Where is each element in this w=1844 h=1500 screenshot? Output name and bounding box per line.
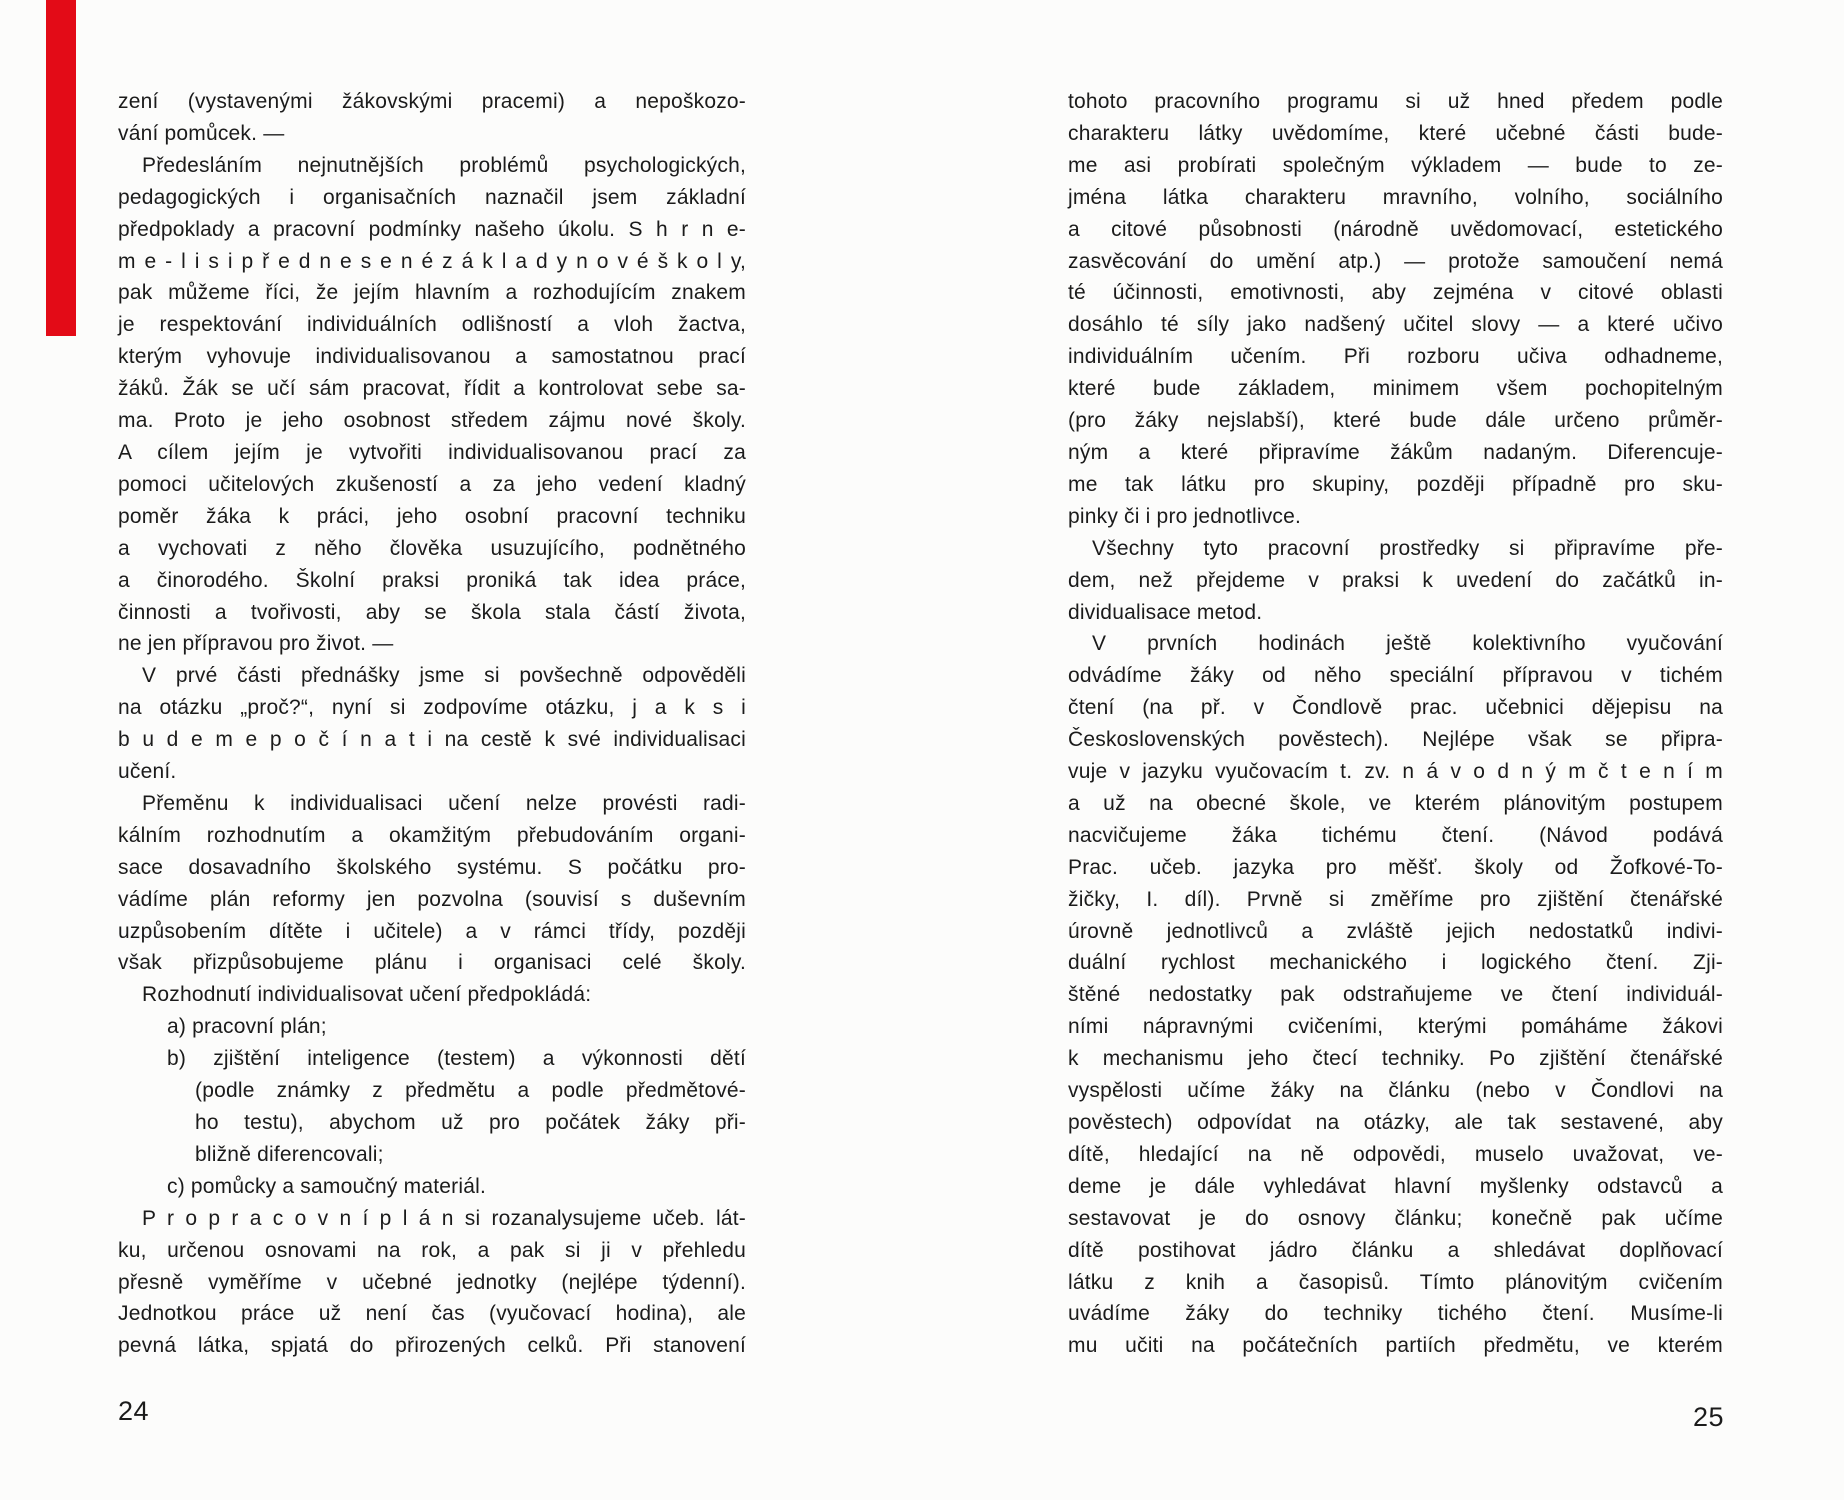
text-line: žáků. Žák se učí sám pracovat, řídit a kontrolovat sebe sa- [118, 377, 746, 401]
page-right-text-column [1068, 86, 1723, 1362]
text-line: jména látka charakteru mravního, volního, sociálního [1068, 185, 1723, 209]
text-line: vyspělosti učíme žáky na článku (nebo v Čondlovi na [1068, 1079, 1723, 1103]
text-line: pedagogických i organisačních naznačil jsem základní [118, 185, 746, 209]
page-number-right: 25 [1692, 1402, 1724, 1432]
text-line: a už na obecné škole, ve kterém plánovitým postupem [1068, 791, 1723, 815]
text-line: V prvních hodinách ještě kolektivního vyučování [1092, 632, 1723, 656]
text-line: ma. Proto je jeho osobnost středem zájmu nové školy. [118, 409, 746, 433]
text-line: ho testu), abychom už pro počátek žáky při- [195, 1111, 746, 1134]
text-line: sestavovat je do osnovy článku; konečně pak učíme [1068, 1206, 1723, 1230]
text-line: vání pomůcek. — [118, 121, 285, 145]
text-line: dem, než přejdeme v praksi k uvedení do začátků in- [1068, 568, 1723, 592]
text-line: dividualisace metod. [1068, 600, 1263, 624]
text-line: které bude základem, minimem všem pochopitelným [1068, 377, 1723, 401]
text-line: kálním rozhodnutím a okamžitým přebudováním organi- [118, 823, 746, 847]
text-line: ními nápravnými cvičeními, kterými pomáháme žákovi [1068, 1015, 1723, 1039]
text-line: dosáhlo té síly jako nadšený učitel slovy — a které učivo [1068, 313, 1723, 337]
text-line: dítě postihovat jádro článku a shledávat doplňovací [1068, 1238, 1723, 1262]
text-line: vuje v jazyku vyučovacím t. zv. n á v o d n ý m č t e n í m [1068, 760, 1723, 784]
text-line: je respektování individuálních odlišností a vloh žactva, [118, 313, 746, 337]
text-line: Československých pověstech). Nejlépe však se připra- [1068, 728, 1723, 752]
text-line: pinky či i pro jednotlivce. [1068, 504, 1302, 528]
text-line: charakteru látky uvědomíme, které učebné části bude- [1068, 121, 1723, 145]
text-line: ne jen přípravou pro život. — [118, 632, 394, 656]
text-line: a činorodého. Školní praksi proniká tak idea práce, [118, 568, 746, 592]
text-line: činnosti a tvořivosti, aby se škola stala částí života, [118, 600, 746, 624]
text-line: Jednotkou práce už není čas (vyučovací hodina), ale [118, 1302, 746, 1326]
text-line: Předesláním nejnutnějších problémů psychologických, [142, 153, 746, 177]
text-line: m e - l i s i p ř e d n e s e n é z á k l a d y n o v é š k o l y, [118, 249, 746, 273]
text-line: úrovně jednotlivců a zvláště jejich nedostatků indivi- [1068, 919, 1723, 943]
text-line: me tak látku pro skupiny, později případně pro sku- [1068, 472, 1723, 496]
text-line: Všechny tyto pracovní prostředky si připravíme pře- [1092, 536, 1723, 560]
text-line: čtení (na př. v Čondlově prac. učebnici dějepisu na [1068, 696, 1723, 720]
text-line: vádíme plán reformy jen pozvolna (souvisí s duševním [118, 887, 746, 911]
text-line: pak můžeme říci, že jejím hlavním a rozhodujícím znakem [118, 281, 746, 305]
text-line: Rozhodnutí individualisovat učení předpokládá: [142, 983, 592, 1007]
text-line: pevná látka, spjatá do přirozených celků. Při stanovení [118, 1334, 746, 1358]
text-line: látku z knih a časopisů. Tímto plánovitým cvičením [1068, 1270, 1723, 1294]
text-line: odvádíme žáky od něho speciální přípravou v tichém [1068, 664, 1723, 688]
text-line: kterým vyhovuje individualisovanou a samostatnou prací [118, 345, 746, 369]
text-line: a vychovati z něho člověka usuzujícího, podnětného [118, 536, 746, 560]
text-line: duální rychlost mechanického i logického čtení. Zji- [1068, 951, 1723, 975]
text-line: individuálním učením. Při rozboru učiva odhadneme, [1068, 345, 1723, 369]
text-line: tohoto pracovního programu si už hned předem podle [1068, 90, 1723, 113]
page-left-text-column [118, 86, 746, 1362]
text-line: Prac. učeb. jazyka pro měšť. školy od Žofkové-To- [1068, 855, 1723, 879]
text-line: uzpůsobením dítěte i učitele) a v rámci třídy, později [118, 919, 746, 943]
text-line: dítě, hledající na ně odpovědi, muselo uvažovat, ve- [1068, 1142, 1723, 1166]
text-line: P r o p r a c o v n í p l á n si rozanalysujeme učeb. lát- [142, 1206, 746, 1230]
text-line: žičky, I. díl). Prvně si změříme pro zjištění čtenářské [1068, 887, 1723, 911]
text-line: sace dosavadního školského systému. S počátku pro- [118, 855, 746, 879]
text-line: uvádíme žáky do techniky tichého čtení. Musíme-li [1068, 1302, 1723, 1326]
text-line: štěné nedostatky pak odstraňujeme ve čtení individuál- [1068, 983, 1723, 1007]
text-line: A cílem jejím je vytvořiti individualisovanou prací za [118, 440, 746, 464]
text-line: b) zjištění inteligence (testem) a výkonnosti dětí [167, 1047, 746, 1071]
text-line: b u d e m e p o č í n a t i na cestě k své individualisaci [118, 728, 746, 752]
red-bookmark-stripe [46, 0, 76, 336]
text-line: a citové působnosti (národně uvědomovací, estetického [1068, 217, 1723, 241]
text-line: bližně diferencovali; [195, 1142, 384, 1166]
text-line: na otázku „proč?“, nyní si zodpovíme otázku, j a k s i [118, 696, 746, 720]
text-line: přesně vyměříme v učebné jednotky (nejlépe týdenní). [118, 1270, 746, 1294]
text-line: učení. [118, 760, 177, 784]
text-line: me asi probírati společným výkladem — bude to ze- [1068, 153, 1723, 177]
text-line: (podle známky z předmětu a podle předmětové- [195, 1079, 746, 1103]
text-line: a) pracovní plán; [167, 1015, 327, 1039]
text-line: té účinnosti, emotivnosti, aby zejména v citové oblasti [1068, 281, 1723, 305]
text-line: k mechanismu jeho čtecí techniky. Po zjištění čtenářské [1068, 1047, 1723, 1071]
text-line: c) pomůcky a samoučný materiál. [167, 1174, 486, 1198]
text-line: poměr žáka k práci, jeho osobní pracovní techniku [118, 504, 746, 528]
text-line: pomoci učitelových zkušeností a za jeho vedení kladný [118, 472, 746, 496]
text-line: pověstech) odpovídat na otázky, ale tak sestavené, aby [1068, 1111, 1723, 1134]
text-line: ku, určenou osnovami na rok, a pak si ji v přehledu [118, 1238, 746, 1262]
text-line: však přizpůsobujeme plánu i organisaci celé školy. [118, 951, 746, 975]
text-line: nacvičujeme žáka tichému čtení. (Návod podává [1068, 823, 1723, 847]
text-line: (pro žáky nejslabší), které bude dále určeno průměr- [1068, 409, 1723, 433]
text-line: zení (vystavenými žákovskými pracemi) a nepoškozo- [118, 90, 746, 113]
text-line: ným a které připravíme žákům nadaným. Diferencuje- [1068, 440, 1723, 464]
text-line: Přeměnu k individualisaci učení nelze provésti radi- [142, 791, 746, 815]
text-line: mu učiti na počátečních partiích předmětu, ve kterém [1068, 1334, 1723, 1358]
text-line: zasvěcování do umění atp.) — protože samoučení nemá [1068, 249, 1723, 273]
page-number-left: 24 [118, 1396, 150, 1426]
text-line: V prvé části přednášky jsme si povšechně odpověděli [142, 664, 746, 688]
text-line: předpoklady a pracovní podmínky našeho úkolu. S h r n e- [118, 217, 746, 241]
text-line: deme je dále vyhledávat hlavní myšlenky odstavců a [1068, 1174, 1723, 1198]
